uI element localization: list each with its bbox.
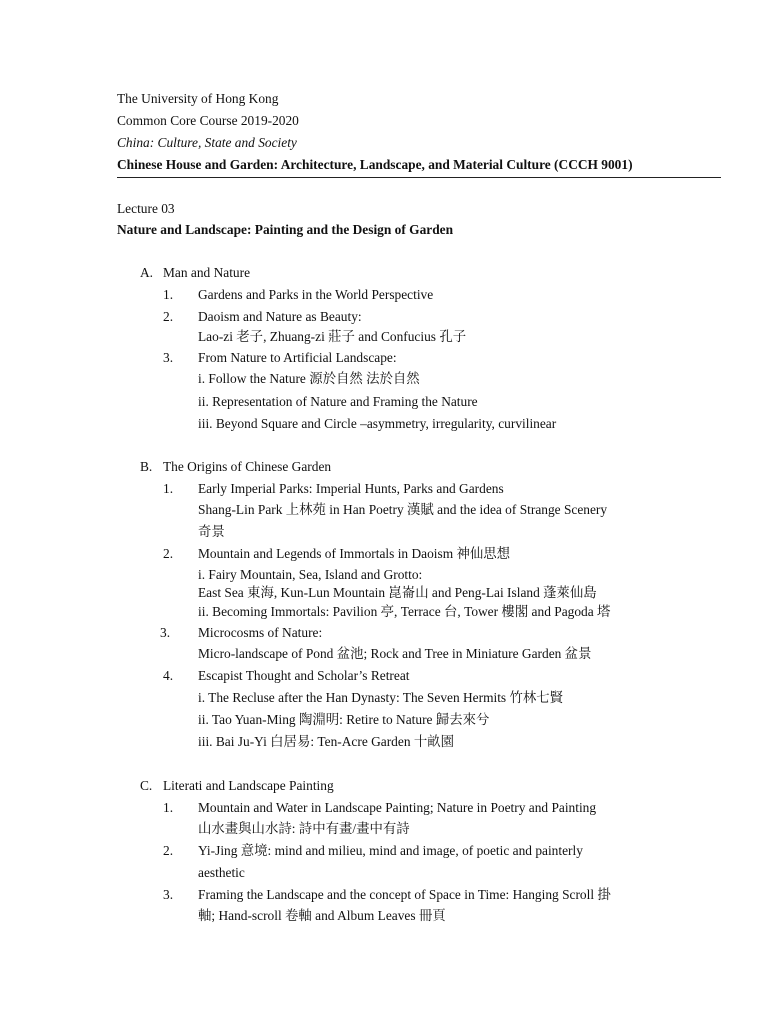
list-item: Yi-Jing 意境: mind and milieu, mind and image, of poetic and painterly (198, 843, 583, 858)
list-subitem: i. Follow the Nature 源於自然 法於自然 (198, 371, 420, 386)
list-subitem: Micro-landscape of Pond 盆池; Rock and Tree in Miniature Garden 盆景 (198, 646, 592, 661)
header-divider (117, 177, 721, 178)
item-number: 1. (163, 481, 174, 496)
list-subitem: i. The Recluse after the Han Dynasty: The Seven Hermits 竹林七賢 (198, 690, 564, 705)
item-number: 3. (163, 350, 174, 365)
item-number: 1. (163, 287, 174, 302)
section-a-label: A. (140, 265, 154, 280)
course-area: China: Culture, State and Society (117, 135, 297, 150)
list-subitem: 奇景 (198, 524, 225, 539)
item-number: 1. (163, 800, 174, 815)
lecture-number: Lecture 03 (117, 201, 175, 216)
list-item: Gardens and Parks in the World Perspective (198, 287, 434, 302)
list-item: Early Imperial Parks: Imperial Hunts, Parks and Gardens (198, 481, 504, 496)
item-number: 3. (163, 887, 174, 902)
list-item: Mountain and Legends of Immortals in Daoism 神仙思想 (198, 546, 511, 561)
section-b-title: The Origins of Chinese Garden (163, 459, 332, 474)
list-item: Daoism and Nature as Beauty: (198, 309, 362, 324)
course-title: Chinese House and Garden: Architecture, Landscape, and Material Culture (CCCH 9001) (117, 157, 633, 172)
list-subitem: Shang-Lin Park 上林苑 in Han Poetry 漢賦 and the idea of Strange Scenery (198, 502, 608, 517)
list-subitem: iii. Bai Ju-Yi 白居易: Ten-Acre Garden 十畝園 (198, 734, 455, 749)
item-number: 4. (163, 668, 174, 683)
section-a-title: Man and Nature (163, 265, 251, 280)
item-number: 2. (163, 546, 174, 561)
list-subitem: iii. Beyond Square and Circle –asymmetry, irregularity, curvilinear (198, 416, 557, 431)
list-subitem: i. Fairy Mountain, Sea, Island and Grotto: (198, 567, 423, 582)
list-subitem: aesthetic (198, 865, 245, 880)
item-number: 3. (160, 625, 171, 640)
list-item: Escapist Thought and Scholar’s Retreat (198, 668, 410, 683)
list-item: Microcosms of Nature: (198, 625, 323, 640)
list-subitem: ii. Becoming Immortals: Pavilion 亭, Terrace 台, Tower 樓閣 and Pagoda 塔 (198, 604, 611, 619)
university-name: The University of Hong Kong (117, 91, 279, 106)
lecture-title: Nature and Landscape: Painting and the Design of Garden (117, 222, 454, 237)
list-subitem: 軸; Hand-scroll 卷軸 and Album Leaves 冊頁 (198, 908, 446, 923)
list-subitem: ii. Representation of Nature and Framing the Nature (198, 394, 478, 409)
course-name: Common Core Course 2019-2020 (117, 113, 299, 128)
list-subitem: 山水畫與山水詩: 詩中有畫/畫中有詩 (198, 821, 410, 836)
item-number: 2. (163, 843, 174, 858)
item-number: 2. (163, 309, 174, 324)
section-c-label: C. (140, 778, 153, 793)
list-item: From Nature to Artificial Landscape: (198, 350, 397, 365)
section-c-title: Literati and Landscape Painting (163, 778, 334, 793)
list-item: Framing the Landscape and the concept of Space in Time: Hanging Scroll 掛 (198, 887, 611, 902)
section-b-label: B. (140, 459, 153, 474)
list-item: Mountain and Water in Landscape Painting; Nature in Poetry and Painting (198, 800, 597, 815)
list-subitem: ii. Tao Yuan-Ming 陶淵明: Retire to Nature 歸去來兮 (198, 712, 490, 727)
list-subitem: Lao-zi 老子, Zhuang-zi 莊子 and Confucius 孔子 (198, 329, 467, 344)
list-subitem: East Sea 東海, Kun-Lun Mountain 崑崙山 and Peng-Lai Island 蓬萊仙島 (198, 585, 597, 600)
